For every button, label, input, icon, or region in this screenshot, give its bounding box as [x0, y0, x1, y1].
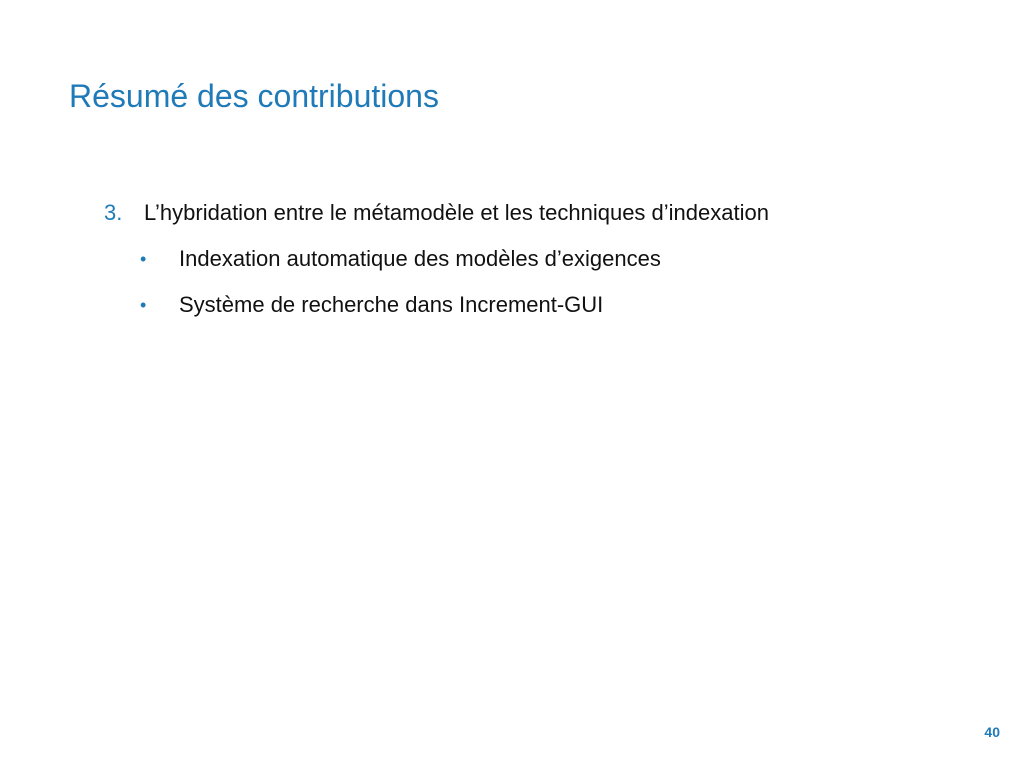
bullet-item — [140, 243, 661, 275]
item-text: L’hybridation entre le métamodèle et les techniques d’indexation — [144, 200, 769, 225]
item-number: 3. — [104, 200, 123, 225]
page-number: 40 — [984, 724, 1000, 740]
slide-title: Résumé des contributions — [69, 78, 439, 114]
bullet-icon: • — [140, 295, 147, 315]
bullet-item-text: Indexation automatique des modèles d’exigences — [179, 246, 661, 271]
numbered-item — [104, 197, 769, 229]
bullet-item — [140, 289, 603, 321]
bullet-item-text: Système de recherche dans Increment-GUI — [179, 292, 604, 317]
bullet-icon: • — [140, 249, 147, 269]
